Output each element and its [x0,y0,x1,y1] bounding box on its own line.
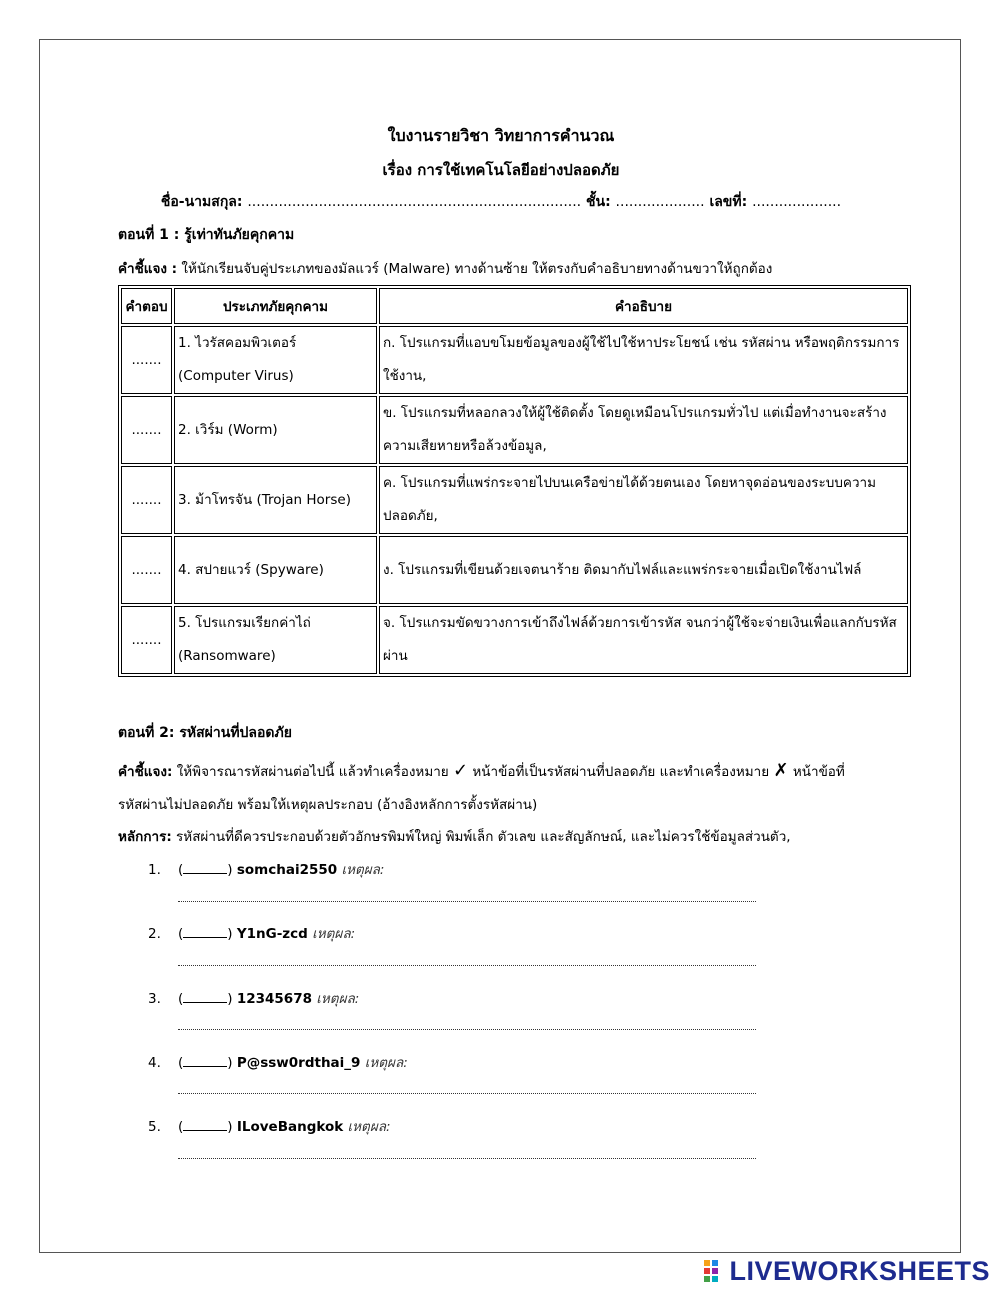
part2-instruction-text-b: หน้าข้อที่เป็นรหัสผ่านที่ปลอดภัย และทำเครื่องหมาย [472,764,770,780]
liveworksheets-logo[interactable] [704,1256,990,1287]
answer-field[interactable]: ....... [121,396,172,464]
threat-type-line2: (Computer Virus) [178,368,294,384]
malware-matching-table [118,285,911,677]
answer-field[interactable]: ....... [121,606,172,674]
column-header-type: ประเภทภัยคุกคาม [174,288,377,324]
part1-instruction-label: คำชี้แจง : [118,261,178,277]
reason-label: เหตุผล: [364,1055,408,1071]
password-item: 4. ( ) P@ssw0rdthai_9 เหตุผล: [148,1055,408,1071]
password-item: 3. ( ) 12345678 เหตุผล: [148,991,360,1007]
password-text: Y1nG-zcd [236,926,308,942]
item-number: 5. [148,1119,161,1135]
reason-label: เหตุผล: [347,1119,391,1135]
item-number: 3. [148,991,161,1007]
mark-blank[interactable] [183,1054,227,1067]
worksheet-page [39,39,961,1253]
password-item: 5. ( ) ILoveBangkok เหตุผล: [148,1119,391,1135]
part1-heading: ตอนที่ 1 : รู้เท่าทันภัยคุกคาม [118,227,295,243]
principle-label: หลักการ: [118,829,172,845]
part1-instruction-text: ให้นักเรียนจับคู่ประเภทของมัลแวร์ (Malware) ทางด้านซ้าย ให้ตรงกับคำอธิบายทางด้านขวาให้ถูกต้อง [181,261,773,277]
reason-label: เหตุผล: [341,862,385,878]
part2-instruction-label: คำชี้แจง: [118,764,173,780]
check-mark-icon: ✓ [453,760,469,781]
password-text: ILoveBangkok [236,1119,344,1135]
threat-type-line1: 5. โปรแกรมเรียกค่าไถ่ [178,615,311,631]
answer-field[interactable]: ....... [121,326,172,394]
reason-line[interactable] [178,965,756,966]
mark-blank[interactable] [183,1118,227,1131]
class-label: ชั้น: [586,194,611,210]
name-label: ชื่อ-นามสกุล: [160,194,243,210]
reason-label: เหตุผล: [316,991,360,1007]
brand-text: LIVEWORKSHEETS [729,1256,990,1286]
threat-type-line2: (Ransomware) [178,648,276,664]
number-field[interactable]: .................... [752,194,842,210]
reason-line[interactable] [178,901,756,902]
table-row [121,606,908,674]
threat-type: 2. เวิร์ม (Worm) [174,396,377,464]
password-text: somchai2550 [236,862,338,878]
part2-heading: ตอนที่ 2: รหัสผ่านที่ปลอดภัย [118,725,292,741]
item-number: 2. [148,926,161,942]
table-row [121,396,908,464]
password-item: 2. ( ) Y1nG-zcd เหตุผล: [148,926,356,942]
reason-label: เหตุผล: [312,926,356,942]
liveworksheets-blocks-icon [704,1260,726,1282]
table-row [121,466,908,534]
part2-instruction-line1 [118,760,845,782]
password-principle [118,825,791,847]
mark-blank[interactable] [183,925,227,938]
number-label: เลขที่: [709,194,748,210]
password-item: 1. ( ) somchai2550 เหตุผล: [148,862,385,878]
part2-instruction-text-c: หน้าข้อที่ [792,764,845,780]
threat-description: ค. โปรแกรมที่แพร่กระจายไปบนเครือข่ายได้ด้วยตนเอง โดยหาจุดอ่อนของระบบความปลอดภัย, [379,466,908,534]
item-number: 4. [148,1055,161,1071]
reason-line[interactable] [178,1158,756,1159]
column-header-description: คำอธิบาย [379,288,908,324]
mark-blank[interactable] [183,990,227,1003]
name-field[interactable]: ........................................................................... [247,194,582,210]
threat-type: 3. ม้าโทรจัน (Trojan Horse) [174,466,377,534]
password-text: 12345678 [236,991,312,1007]
password-text: P@ssw0rdthai_9 [236,1055,361,1071]
reason-line[interactable] [178,1029,756,1030]
threat-description: จ. โปรแกรมขัดขวางการเข้าถึงไฟล์ด้วยการเข้ารหัส จนกว่าผู้ใช้จะจ่ายเงินเพื่อแลกกับรหัสผ่าน [379,606,908,674]
part2-instruction-line2: รหัสผ่านไม่ปลอดภัย พร้อมให้เหตุผลประกอบ (อ้างอิงหลักการตั้งรหัสผ่าน) [118,797,538,813]
reason-line[interactable] [178,1093,756,1094]
table-row [121,326,908,394]
item-number: 1. [148,862,161,878]
threat-type [174,326,377,394]
threat-description: ก. โปรแกรมที่แอบขโมยข้อมูลของผู้ใช้ไปใช้หาประโยชน์ เช่น รหัสผ่าน หรือพฤติกรรมการใช้งาน, [379,326,908,394]
threat-type: 4. สปายแวร์ (Spyware) [174,536,377,604]
threat-type [174,606,377,674]
worksheet-subtitle: เรื่อง การใช้เทคโนโลยีอย่างปลอดภัย [382,161,620,179]
answer-field[interactable]: ....... [121,536,172,604]
table-row [121,536,908,604]
threat-description: ง. โปรแกรมที่เขียนด้วยเจตนาร้าย ติดมากับไฟล์และแพร่กระจายเมื่อเปิดใช้งานไฟล์ [379,536,908,604]
principle-text: รหัสผ่านที่ดีควรประกอบด้วยตัวอักษรพิมพ์ใหญ่ พิมพ์เล็ก ตัวเลข และสัญลักษณ์, และไม่ควรใช้ข้อมูลส่วนตัว, [176,829,791,845]
table-header-row [121,288,908,324]
cross-mark-icon: ✗ [773,760,789,781]
answer-field[interactable]: ....... [121,466,172,534]
mark-blank[interactable] [183,861,227,874]
student-info-line [40,191,962,213]
threat-description: ข. โปรแกรมที่หลอกลวงให้ผู้ใช้ติดตั้ง โดยดูเหมือนโปรแกรมทั่วไป แต่เมื่อทำงานจะสร้างความเสียหายหรือล้วงข้อมูล, [379,396,908,464]
part2-instruction-text-a: ให้พิจารณารหัสผ่านต่อไปนี้ แล้วทำเครื่องหมาย [176,764,449,780]
column-header-answer: คำตอบ [121,288,172,324]
threat-type-line1: 1. ไวรัสคอมพิวเตอร์ [178,335,297,351]
worksheet-title: ใบงานรายวิชา วิทยาการคำนวณ [387,126,615,145]
class-field[interactable]: .................... [615,194,705,210]
part1-instruction [118,257,772,279]
